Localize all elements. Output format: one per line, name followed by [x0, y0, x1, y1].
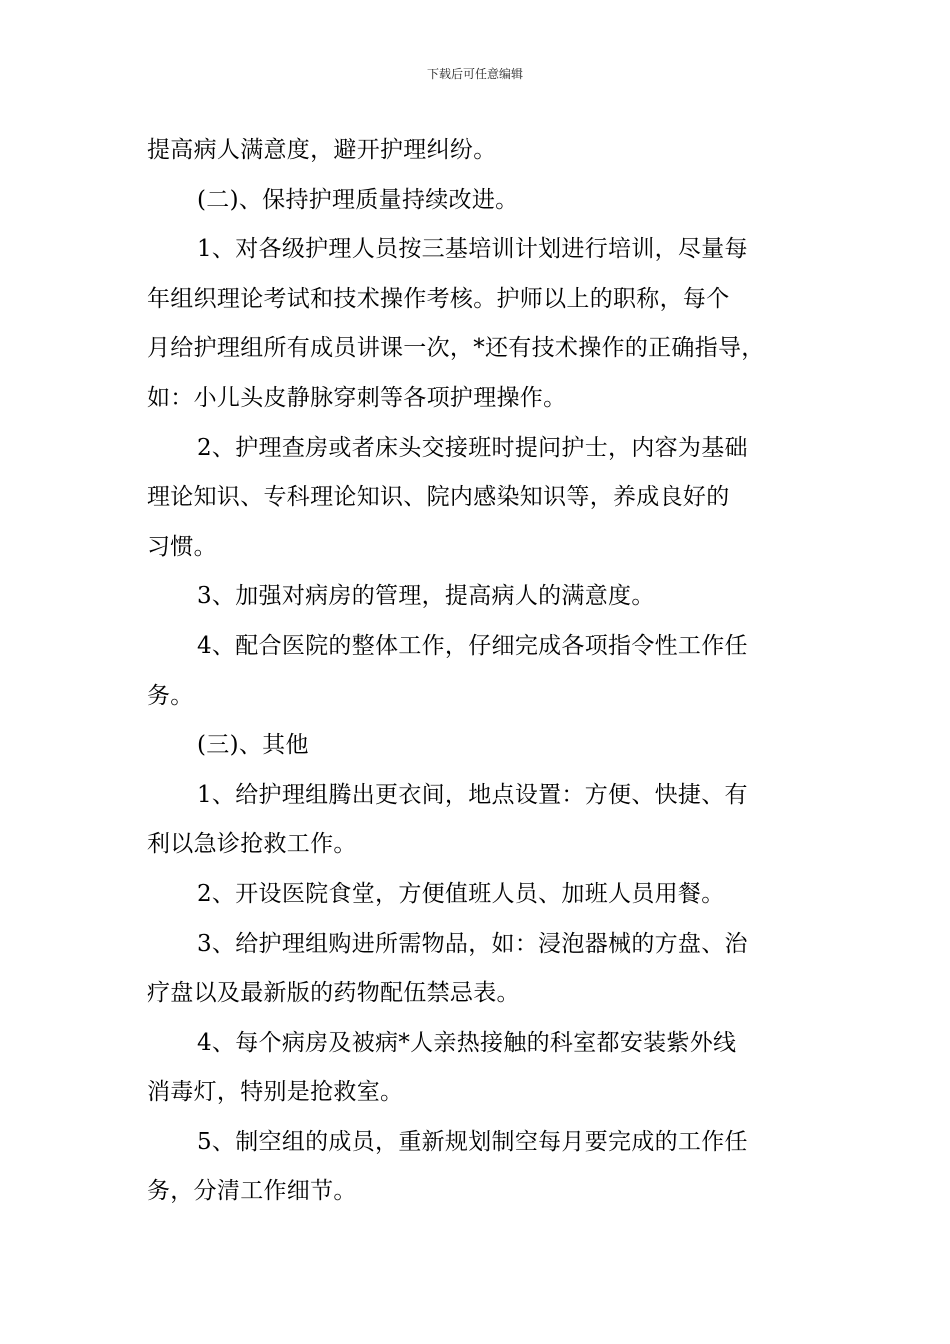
text-line: 年组织理论考试和技术操作考核。护师以上的职称，每个 — [147, 285, 730, 312]
text-line: 4、配合医院的整体工作，仔细完成各项指令性工作任 — [197, 632, 748, 659]
text-line: 2、护理查房或者床头交接班时提问护士，内容为基础 — [197, 434, 748, 461]
text-line: 理论知识、专科理论知识、院内感染知识等，养成良好的 — [147, 484, 730, 511]
text-line: 月给护理组所有成员讲课一次，*还有技术操作的正确指导， — [147, 335, 765, 362]
text-line: 3、给护理组购进所需物品，如：浸泡器械的方盘、治 — [197, 930, 748, 957]
text-line: 习惯。 — [147, 533, 217, 560]
text-line: 1、给护理组腾出更衣间，地点设置：方便、快捷、有 — [197, 781, 748, 808]
page-header: 下载后可任意编辑 — [426, 67, 523, 81]
document-body — [147, 126, 817, 1217]
text-line: 如：小儿头皮静脉穿刺等各项护理操作。 — [147, 384, 567, 411]
text-line: 2、开设医院食堂，方便值班人员、加班人员用餐。 — [197, 880, 725, 907]
text-line: 5、制空组的成员，重新规划制空每月要完成的工作任 — [197, 1128, 748, 1155]
text-line: 利以急诊抢救工作。 — [147, 831, 357, 858]
text-line: 务。 — [147, 682, 194, 709]
text-line: 务，分清工作细节。 — [147, 1178, 357, 1205]
text-line: 消毒灯，特别是抢救室。 — [147, 1079, 404, 1106]
section-heading: (三)、其他 — [197, 732, 309, 759]
section-heading: (二)、保持护理质量持续改进。 — [197, 186, 519, 213]
text-line: 4、每个病房及被病*人亲热接触的科室都安装紫外线 — [197, 1029, 737, 1056]
text-line: 提高病人满意度，避开护理纠纷。 — [147, 137, 497, 163]
text-line: 1、对各级护理人员按三基培训计划进行培训，尽量每 — [197, 236, 748, 263]
text-line: 3、加强对病房的管理，提高病人的满意度。 — [197, 583, 655, 610]
text-line: 疗盘以及最新版的药物配伍禁忌表。 — [147, 980, 520, 1007]
